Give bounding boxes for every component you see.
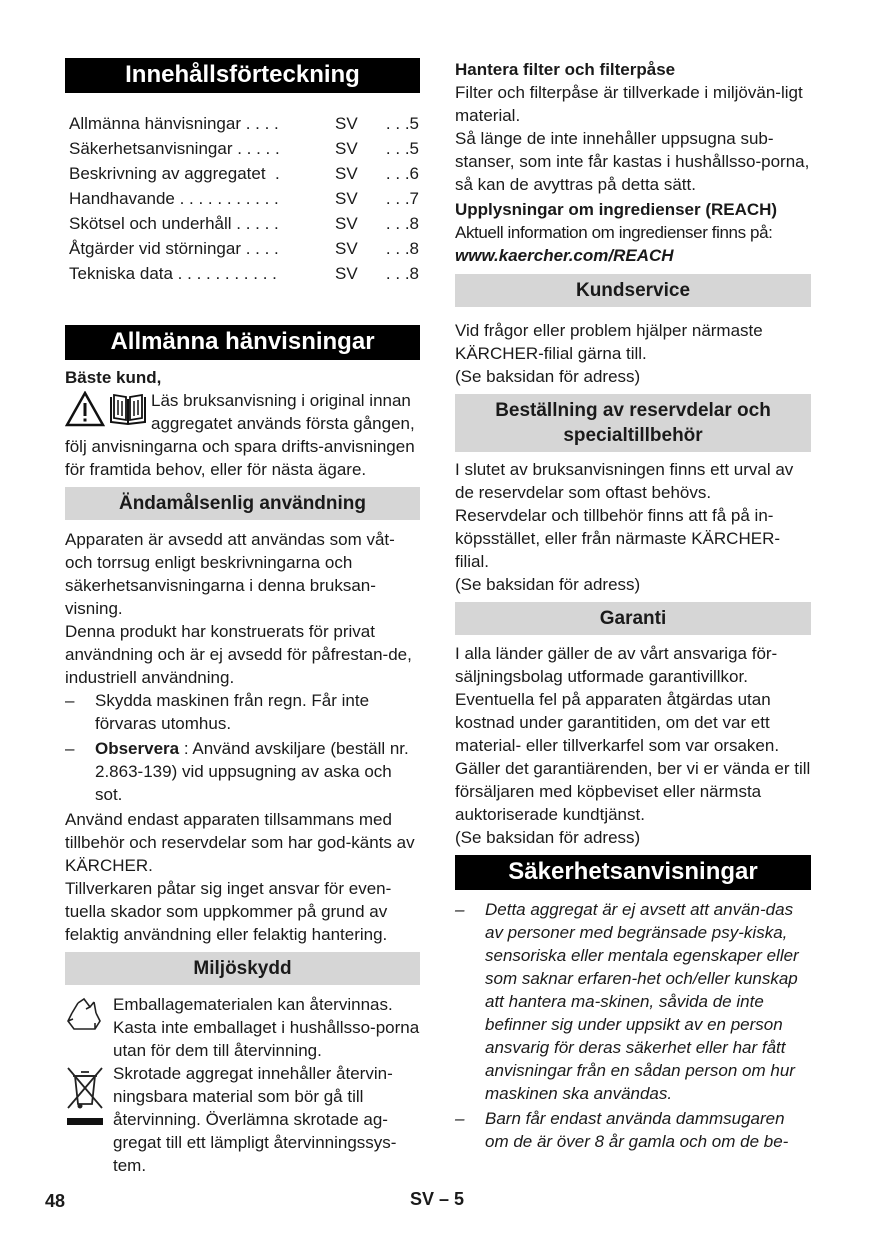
intended-use-p3: Använd endast apparaten tillsammans med tillbehör och reservdelar som har god-känts av KÄRCHER. — [65, 810, 415, 875]
filter-p1: Filter och filterpåse är tillverkade i miljövän-ligt material. — [455, 83, 803, 125]
environment-title: Miljöskydd — [65, 952, 420, 985]
toc-entry-name: Allmänna hänvisningar . . . . — [69, 114, 279, 133]
toc-entry-lang: SV — [335, 114, 358, 133]
table-of-contents — [69, 111, 420, 286]
service-p2: (Se baksidan för adress) — [455, 367, 641, 386]
toc-entry[interactable] — [69, 136, 420, 161]
warranty-p1: I alla länder gäller de av vårt ansvariga för-säljningsbolag utformade garantivillkor. Eventuella fel på apparaten åtgärdas utan kostnad under garantitiden, om det var ett material- eller tillverkarfel som var orsaken. Gäller det garantiärenden, ber vi er vända er till försäljaren med köpbeviset eller närmsta auktoriserade kundtjänst. — [455, 644, 811, 824]
toc-entry-name: Säkerhetsanvisningar . . . . . — [69, 139, 280, 158]
toc-entry-page: . . .8 — [385, 214, 419, 233]
safety-title: Säkerhetsanvisningar — [455, 855, 811, 890]
filter-p2: Så länge de inte innehåller uppsugna sub-stanser, som inte får kastas i hushållsso-porna, så kan de avyttras på detta sätt. — [455, 129, 810, 194]
general-title: Allmänna hänvisningar — [65, 325, 420, 360]
toc-entry[interactable] — [69, 186, 420, 211]
recycle-icon — [65, 997, 103, 1035]
warranty-p2: (Se baksidan för adress) — [455, 828, 641, 847]
toc-entry-page: . . .6 — [385, 164, 419, 183]
right-column — [455, 58, 811, 1153]
reach-link[interactable]: www.kaercher.com/REACH — [455, 246, 674, 265]
toc-entry-name: Skötsel och underhåll . . . . . — [69, 214, 279, 233]
left-column — [65, 58, 420, 1177]
intro-block — [65, 389, 420, 481]
toc-entry-name: Tekniska data . . . . . . . . . . . — [69, 264, 277, 283]
toc-entry-lang: SV — [335, 139, 358, 158]
toc-entry-lang: SV — [335, 214, 358, 233]
greeting: Bäste kund, — [65, 368, 162, 387]
page-number: 48 — [45, 1191, 66, 1211]
environment-recycle-block — [65, 993, 420, 1062]
service-title: Kundservice — [455, 274, 811, 307]
toc-entry-name: Beskrivning av aggregatet . — [69, 164, 280, 183]
filter-heading: Hantera filter och filterpåse — [455, 60, 676, 79]
spare-title: Beställning av reservdelar och specialtillbehör — [455, 394, 811, 452]
toc-entry-page: . . .8 — [385, 239, 419, 258]
observe-text: : Använd avskiljare (beställ nr. 2.863-139) vid uppsugning av aska och sot. — [95, 739, 409, 804]
intended-use-p2: Denna produkt har konstruerats för privat användning och är ej avsedd för påfrestan-de, industriell användning. — [65, 622, 412, 687]
toc-entry-page: . . .7 — [385, 189, 419, 208]
toc-entry-page: . . .5 — [385, 114, 419, 133]
spare-p1: I slutet av bruksanvisningen finns ett urval av de reservdelar som oftast behövs. — [455, 460, 794, 502]
book-icon — [108, 391, 148, 427]
toc-entry-lang: SV — [335, 164, 358, 183]
reach-heading: Upplysningar om ingredienser (REACH) — [455, 200, 778, 219]
warning-icon — [65, 391, 105, 427]
toc-entry[interactable] — [69, 161, 420, 186]
intended-use-p4: Tillverkaren påtar sig inget ansvar för even-tuella skador som uppkommer på grund av felaktig användning eller felaktig hantering. — [65, 879, 392, 944]
service-p1: Vid frågor eller problem hjälper närmaste KÄRCHER-filial gärna till. — [455, 321, 763, 363]
intended-use-p1: Apparaten är avsedd att användas som våt- och torrsug enligt beskrivningarna och säkerhetsanvisningarna i denna bruksan-visning. — [65, 530, 395, 618]
intro-text: Läs bruksanvisning i original innan aggregatet används första gången, följ anvisningarna och spara drifts-anvisningen för framtida behov, eller för nästa ägare. — [65, 391, 415, 479]
toc-entry[interactable] — [69, 261, 420, 286]
crossed-bin-icon — [65, 1064, 105, 1128]
toc-entry[interactable] — [69, 211, 420, 236]
environment-p1: Emballagematerialen kan återvinnas. Kasta inte emballaget i hushållsso-porna utan för dem till återvinning. — [113, 995, 420, 1060]
toc-entry[interactable] — [69, 111, 420, 136]
environment-p2: Skrotade aggregat innehåller återvin-ningsbara material som bör gå till återvinning. Överlämna skrotade ag-gregat till ett lämpligt återvinningssys-tem. — [113, 1064, 397, 1175]
observe-label: Observera — [95, 739, 180, 758]
reach-text: Aktuell information om ingredienser finns på: — [455, 223, 773, 242]
toc-entry-page: . . .8 — [385, 264, 419, 283]
intended-use-item — [65, 737, 420, 806]
toc-title: Innehållsförteckning — [65, 58, 420, 93]
spare-p2: Reservdelar och tillbehör finns att få på in-köpsstället, eller från närmaste KÄRCHER-filial. — [455, 506, 781, 571]
spare-p3: (Se baksidan för adress) — [455, 575, 641, 594]
safety-item: – Detta aggregat är ej avsett att använ-das av personer med begränsade psy-kiska, sensoriska eller mentala egenskaper eller som saknar erfaren-het och/eller kunskap att hantera ma-skinen, såvida de inte befinner sig under uppsikt av en person ansvarig för deras säkerhet eller har fått anvisningar från en sådan person om hur maskinen ska användas. — [455, 898, 811, 1105]
toc-entry[interactable] — [69, 236, 420, 261]
toc-entry-page: . . .5 — [385, 139, 419, 158]
toc-entry-lang: SV — [335, 264, 358, 283]
safety-item: – Barn får endast använda dammsugaren om de är över 8 år gamla och om de be- — [455, 1107, 811, 1153]
toc-entry-name: Handhavande . . . . . . . . . . . — [69, 189, 279, 208]
environment-weee-block — [65, 1062, 420, 1177]
intended-use-title: Ändamålsenlig användning — [65, 487, 420, 520]
intended-use-item: – Skydda maskinen från regn. Får inte förvaras utomhus. — [65, 689, 420, 735]
toc-entry-name: Åtgärder vid störningar . . . . — [69, 239, 279, 258]
manual-icons — [65, 391, 151, 431]
toc-entry-lang: SV — [335, 239, 358, 258]
toc-entry-lang: SV — [335, 189, 358, 208]
warranty-title: Garanti — [455, 602, 811, 635]
section-page-label: SV – 5 — [410, 1189, 465, 1209]
